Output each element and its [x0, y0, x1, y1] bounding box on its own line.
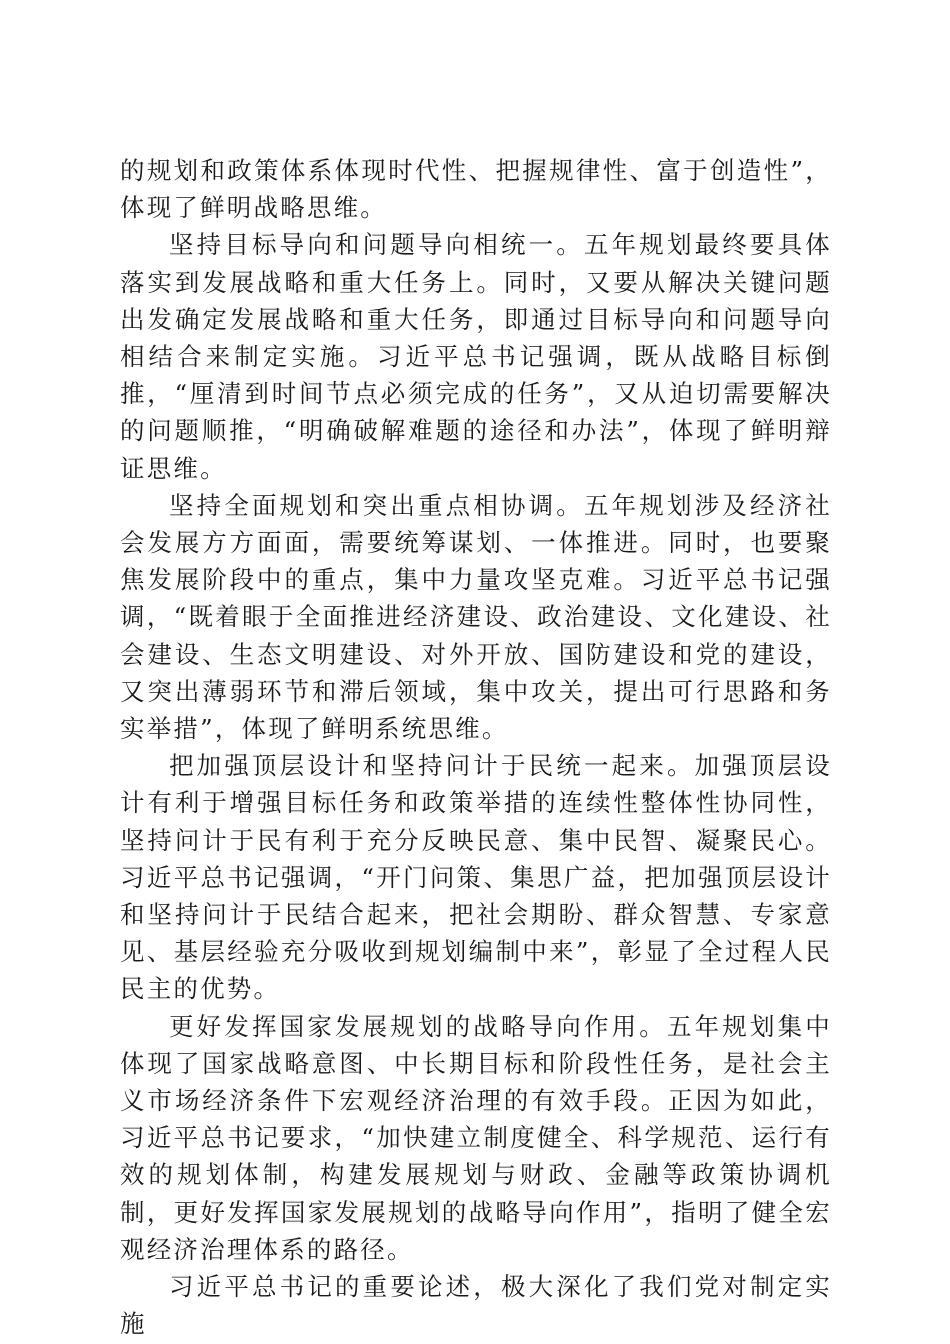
paragraph-continuation: 的规划和政策体系体现时代性、把握规律性、富于创造性”，体现了鲜明战略思维。 [120, 156, 832, 223]
paragraph-strategic-guidance: 更好发挥国家发展规划的战略导向作用。五年规划集中体现了国家战略意图、中长期目标和阶段性任务，是社会主义市场经济条件下宏观经济治理的有效手段。正因为如此，习近平总书记要求，“加快建立制度健全、科学规范、运行有效的规划体制，构建发展规划与财政、金融等政策协调机制，更好发挥国家发展规划的战略导向作用”，指明了健全宏观经济治理体系的路径。 [120, 1011, 832, 1264]
document-page [120, 152, 832, 1343]
paragraph-comprehensive-planning: 坚持全面规划和突出重点相协调。五年规划涉及经济社会发展方方面面，需要统筹谋划、一体推进。同时，也要聚焦发展阶段中的重点，集中力量攻坚克难。习近平总书记强调，“既着眼于全面推进经济建设、政治建设、文化建设、社会建设、生态文明建设、对外开放、国防建设和党的建设，又突出薄弱环节和滞后领域，集中攻关，提出可行思路和务实举措”，体现了鲜明系统思维。 [120, 490, 832, 744]
paragraph-goal-problem-orientation: 坚持目标导向和问题导向相统一。五年规划最终要具体落实到发展战略和重大任务上。同时，又要从解决关键问题出发确定发展战略和重大任务，即通过目标导向和问题导向相结合来制定实施。习近平总书记强调，既从战略目标倒推，“厘清到时间节点必须完成的任务”，又从迫切需要解决的问题顺推，“明确破解难题的途径和办法”，体现了鲜明辩证思维。 [120, 230, 832, 483]
paragraph-top-level-design: 把加强顶层设计和坚持问计于民统一起来。加强顶层设计有利于增强目标任务和政策举措的连续性整体性协同性，坚持问计于民有利于充分反映民意、集中民智、凝聚民心。习近平总书记强调，“开门问策、集思广益，把加强顶层设计和坚持问计于民结合起来，把社会期盼、群众智慧、专家意见、基层经验充分吸收到规划编制中来”，彰显了全过程人民民主的优势。 [120, 751, 832, 1004]
paragraph-conclusion-start: 习近平总书记的重要论述，极大深化了我们党对制定实施 [120, 1272, 832, 1339]
